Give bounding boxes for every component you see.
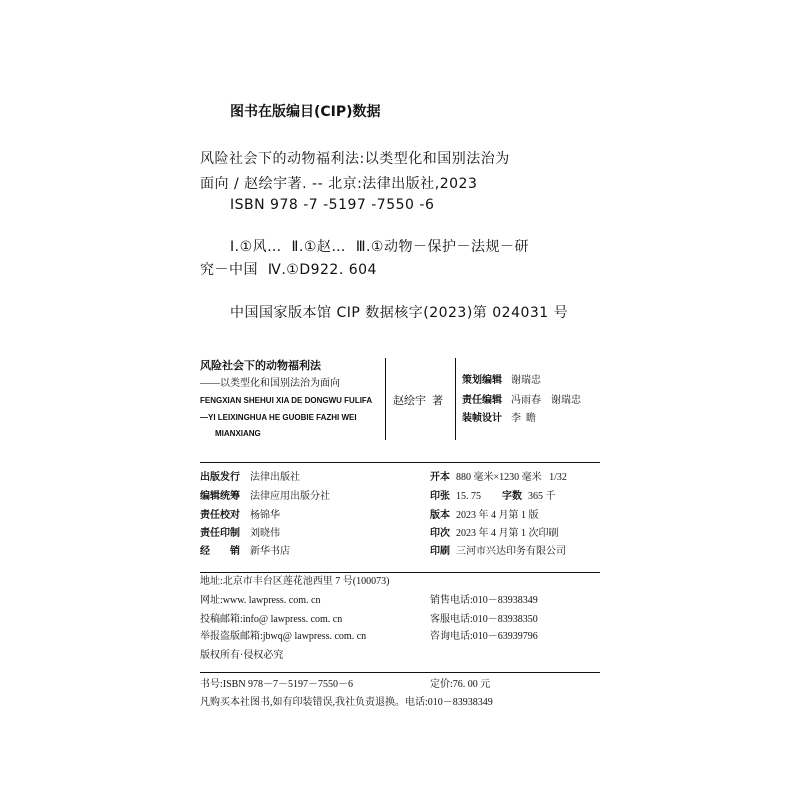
book-title: 风险社会下的动物福利法	[200, 360, 321, 372]
author-role: 著	[432, 395, 443, 407]
credit-role-cover-design: 装帧设计	[462, 413, 502, 424]
credit-names-planning-editor: 谢瑞忠	[511, 375, 541, 386]
cip-heading: 图书在版编目(CIP)数据	[230, 104, 381, 120]
pub-value-print-manager: 刘晓伟	[250, 528, 280, 539]
pinyin-title-line-1: FENGXIAN SHEHUI XIA DE DONGWU FULIFA	[200, 396, 373, 405]
pub-label-distributor: 经 销	[200, 546, 240, 557]
copyright-notice: 版权所有·侵权必究	[200, 650, 284, 661]
return-policy-notice: 凡购买本社图书,如有印装错误,我社负责退换。电话:010－83938349	[200, 697, 493, 708]
pub-label-format: 开本	[430, 472, 450, 483]
pub-label-sheets: 印张	[430, 491, 450, 502]
credit-names-responsible-editor: 冯雨春 谢瑞忠	[511, 395, 581, 406]
pinyin-title-line-3: MIANXIANG	[215, 429, 261, 438]
book-subtitle: ——以类型化和国别法治为面向	[200, 378, 340, 389]
cip-isbn-line: ISBN 978 -7 -5197 -7550 -6	[230, 197, 435, 213]
pub-value-edition: 2023 年 4 月第 1 版	[456, 510, 539, 521]
sales-phone: 销售电话:010－83938349	[430, 595, 538, 606]
pub-label-impression: 印次	[430, 528, 450, 539]
pub-value-publisher: 法律出版社	[250, 472, 300, 483]
cip-record-number: 中国国家版本馆 CIP 数据核字(2023)第 024031 号	[230, 305, 569, 321]
pub-value-proofreader: 杨锦华	[250, 510, 280, 521]
pub-label-proofreader: 责任校对	[200, 510, 240, 521]
pub-value-printer: 三河市兴达印务有限公司	[456, 546, 566, 557]
divider-rule	[200, 572, 600, 573]
pub-value-word-count: 365 千	[528, 491, 556, 502]
cip-classification-line-2: 究－中国 Ⅳ.①D922. 604	[200, 262, 377, 278]
publisher-address: 地址:北京市丰台区莲花池西里 7 号(100073)	[200, 576, 390, 587]
divider-rule	[200, 462, 600, 463]
publisher-website: 网址:www. lawpress. com. cn	[200, 595, 321, 606]
pinyin-title-line-2: —YI LEIXINGHUA HE GUOBIE FAZHI WEI	[200, 413, 357, 422]
title-divider-left	[385, 358, 386, 440]
pub-label-edition: 版本	[430, 510, 450, 521]
title-divider-right	[455, 358, 456, 440]
pub-label-print-manager: 责任印制	[200, 528, 240, 539]
pub-value-distributor: 新华书店	[250, 546, 290, 557]
submission-email: 投稿邮箱:info@ lawpress. com. cn	[200, 614, 343, 625]
pub-value-format: 880 毫米×1230 毫米 1/32	[456, 472, 567, 483]
pub-value-impression: 2023 年 4 月第 1 次印刷	[456, 528, 559, 539]
author-name: 赵绘宇	[393, 395, 426, 407]
cip-classification-line-1: Ⅰ.①风… Ⅱ.①赵… Ⅲ.①动物－保护－法规－研	[230, 239, 529, 255]
credit-role-responsible-editor: 责任编辑	[462, 395, 502, 406]
pub-label-publisher: 出版发行	[200, 472, 240, 483]
piracy-report-email: 举报盗版邮箱:jbwq@ lawpress. com. cn	[200, 631, 367, 642]
credit-role-planning-editor: 策划编辑	[462, 375, 502, 386]
inquiry-phone: 咨询电话:010－63939796	[430, 631, 538, 642]
credit-names-cover-design: 李 瞻	[511, 413, 536, 424]
book-price: 定价:76. 00 元	[430, 679, 491, 690]
cip-title-line: 风险社会下的动物福利法:以类型化和国别法治为	[200, 151, 510, 167]
cip-author-publisher-line: 面向 / 赵绘宇著. -- 北京:法律出版社,2023	[200, 176, 478, 192]
pub-label-word-count: 字数	[502, 491, 522, 502]
pub-value-sheets: 15. 75	[456, 491, 481, 502]
pub-label-printer: 印刷	[430, 546, 450, 557]
pub-label-editorial: 编辑统筹	[200, 491, 240, 502]
divider-rule	[200, 672, 600, 673]
book-number: 书号:ISBN 978－7－5197－7550－6	[200, 679, 354, 690]
service-phone: 客服电话:010－83938350	[430, 614, 538, 625]
pub-value-editorial: 法律应用出版分社	[250, 491, 330, 502]
